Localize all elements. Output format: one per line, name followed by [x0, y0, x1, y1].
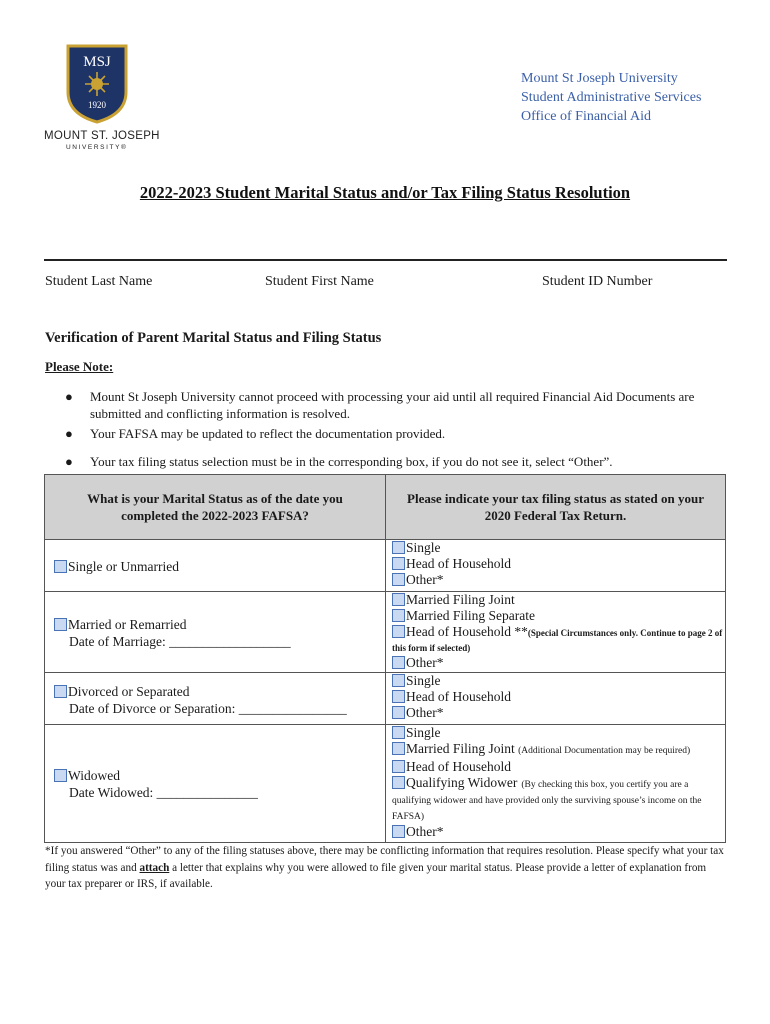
bullet-icon: ● [65, 389, 73, 404]
hoh-divorced-checkbox[interactable] [392, 690, 405, 703]
divorced-checkbox[interactable] [54, 685, 67, 698]
bullet-icon: ● [65, 426, 73, 441]
table-row [45, 540, 726, 592]
form-title: 2022-2023 Student Marital Status and/or Tax Filing Status Resolution [139, 183, 631, 202]
single-unmarried-label: Single or Unmarried [68, 559, 179, 574]
widowed-checkbox[interactable] [54, 769, 67, 782]
hoh-special-checkbox[interactable] [392, 625, 405, 638]
date-widowed-field[interactable]: Date Widowed: _______________ [69, 785, 258, 800]
qualifying-widower-checkbox[interactable] [392, 776, 405, 789]
table-row [45, 592, 726, 673]
footnote: *If you answered “Other” to any of the filing statuses above, there may be conflicting information that requires resolution. Please specify what your tax filing status was and attach a letter that explains why you were allowed to file given your marital status. Please provide a letter of explanation from your tax preparer or IRS, if available. [45, 845, 724, 890]
office-line-1: Mount St Joseph University [521, 71, 678, 86]
tax-filing-status-header: Please indicate your tax filing status as stated on your 2020 Federal Tax Return. [386, 475, 726, 540]
logo-year: 1920 [88, 100, 106, 110]
date-of-divorce-field[interactable]: Date of Divorce or Separation: ________________ [69, 701, 347, 716]
student-last-name-label: Student Last Name [45, 274, 153, 289]
office-line-2: Student Administrative Services [521, 90, 702, 105]
single-filing-checkbox[interactable] [392, 541, 405, 554]
single-status-cell [45, 540, 386, 592]
hoh-widowed-checkbox[interactable] [392, 760, 405, 773]
table-row [45, 725, 726, 843]
mfs-checkbox[interactable] [392, 609, 405, 622]
other-divorced-checkbox[interactable] [392, 706, 405, 719]
single-divorced-checkbox[interactable] [392, 674, 405, 687]
logo-monogram: MSJ [83, 54, 111, 70]
please-note-label: Please Note: [45, 359, 114, 374]
table-row [45, 673, 726, 725]
single-filing-cell: Single Head of Household Other* [386, 540, 726, 592]
married-checkbox[interactable] [54, 618, 67, 631]
date-of-marriage-field[interactable]: Date of Marriage: __________________ [69, 634, 291, 649]
married-filing-cell: Married Filing Joint Married Filing Separate Head of Household **(Special Circumstances only. Continue to page 2 of this form if selected) Other* [386, 592, 726, 673]
bullet-icon: ● [65, 454, 73, 469]
shield-logo-icon [66, 44, 128, 124]
status-table [44, 474, 725, 844]
other-married-checkbox[interactable] [392, 656, 405, 669]
single-unmarried-checkbox[interactable] [54, 560, 67, 573]
mfj-checkbox[interactable] [392, 593, 405, 606]
office-line-3: Office of Financial Aid [521, 109, 651, 124]
divorced-status-cell: Divorced or Separated Date of Divorce or Separation: ________________ [45, 673, 386, 725]
student-first-name-label: Student First Name [265, 274, 374, 289]
widowed-filing-cell: Single Married Filing Joint (Additional Documentation may be required) Head of Household Qualifying Widower (By checking this box, you certify you are a qualifying widower and have provided only the surviving spouse’s income on the FAFSA) Other* [386, 725, 726, 843]
other-filing-checkbox[interactable] [392, 573, 405, 586]
divorced-filing-cell: Single Head of Household Other* [386, 673, 726, 725]
office-address [521, 69, 701, 126]
single-widowed-checkbox[interactable] [392, 726, 405, 739]
mfj-widowed-checkbox[interactable] [392, 742, 405, 755]
student-id-label: Student ID Number [542, 274, 653, 289]
hoh-filing-checkbox[interactable] [392, 557, 405, 570]
marital-status-header: What is your Marital Status as of the date you completed the 2022-2023 FAFSA? [45, 475, 386, 540]
married-status-cell: Married or Remarried Date of Marriage: __________________ [45, 592, 386, 673]
other-widowed-checkbox[interactable] [392, 825, 405, 838]
widowed-status-cell: Widowed Date Widowed: _______________ [45, 725, 386, 843]
name-entry-line[interactable] [44, 259, 727, 261]
section-title: Verification of Parent Marital Status and Filing Status [45, 330, 382, 346]
logo-wordmark: MOUNT ST. JOSEPH [44, 130, 160, 142]
logo-subtitle: UNIVERSITY® [66, 144, 128, 151]
